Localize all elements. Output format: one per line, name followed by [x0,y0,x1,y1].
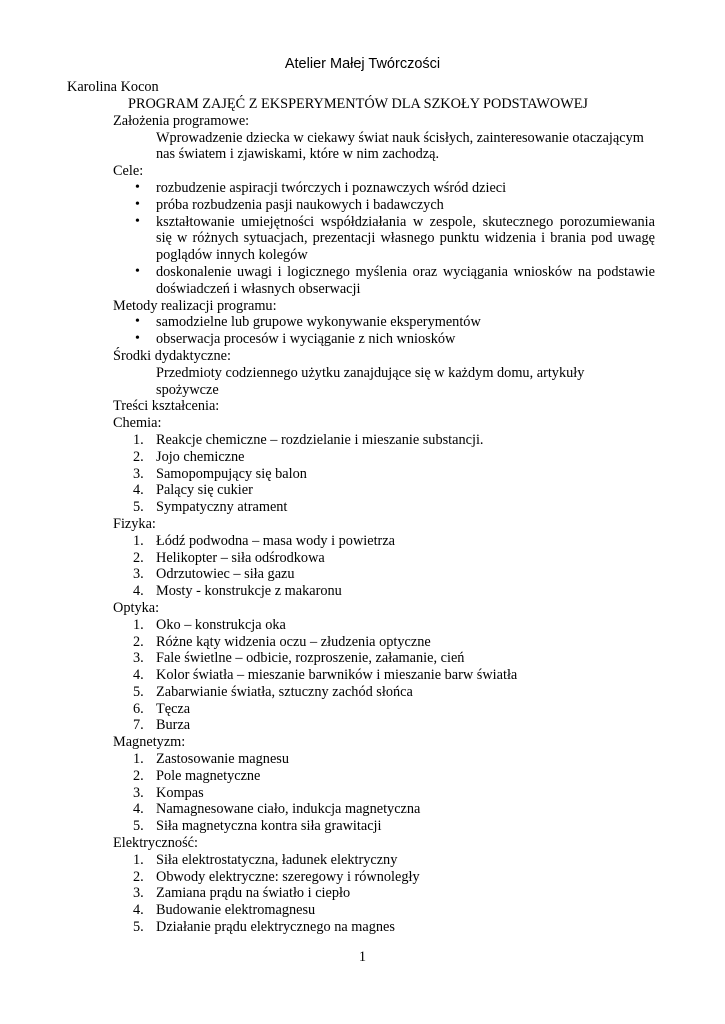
list-item: 3. Samopompujący się balon [133,465,307,482]
list-item: 4. Namagnesowane ciało, indukcja magnetyczna [133,801,421,818]
assumptions-heading: Założenia programowe: [113,112,250,129]
section-heading-optyka: Optyka: [113,599,160,616]
means-heading: Środki dydaktyczne: [113,347,231,364]
goal-item: • rozbudzenie aspiracji twórczych i poznawczych wśród dzieci [156,180,655,197]
goals-heading: Cele: [113,163,144,180]
list-item: 4. Mosty - konstrukcje z makaronu [133,583,342,600]
list-item: 2. Helikopter – siła odśrodkowa [133,549,325,566]
list-item: 2. Obwody elektryczne: szeregowy i równoległy [133,868,420,885]
list-item: 4. Kolor światła – mieszanie barwników i mieszanie barw światła [133,667,518,684]
list-item: 7. Burza [133,717,191,734]
author-name: Karolina Kocon [67,79,159,95]
list-item: 3. Zamiana prądu na światło i ciepło [133,885,351,902]
methods-list [0,314,725,348]
means-text: Przedmioty codziennego użytku zanajdujące się w każdym domu, artykuły spożywcze [156,364,585,398]
list-item: 1. Reakcje chemiczne – rozdzielanie i mieszanie substancji. [133,431,484,448]
content-heading: Treści kształcenia: [113,398,220,415]
list-item: 2. Pole magnetyczne [133,767,261,784]
goal-item: • doskonalenie uwagi i logicznego myślenia oraz wyciągania wniosków na podstawie doświadczeń i własnych obserwacji [156,264,655,298]
list-item: 1. Łódź podwodna – masa wody i powietrza [133,532,396,549]
section-list-fizyka [0,533,725,600]
list-item: 2. Różne kąty widzenia oczu – złudzenia optyczne [133,633,431,650]
method-item: • samodzielne lub grupowe wykonywanie eksperymentów [156,314,655,331]
list-item: 1. Siła elektrostatyczna, ładunek elektryczny [133,851,398,868]
method-item: • obserwacja procesów i wyciąganie z nich wniosków [156,331,655,348]
list-item: 4. Budowanie elektromagnesu [133,902,316,919]
list-item: 3. Odrzutowiec – siła gazu [133,566,295,583]
page-number: 1 [358,949,367,965]
section-heading-fizyka: Fizyka: [113,515,156,532]
list-item: 6. Tęcza [133,700,191,717]
section-heading-elektrycznosc: Elektryczność: [113,835,198,852]
document-body [0,96,725,936]
document-title: PROGRAM ZAJĘĆ Z EKSPERYMENTÓW DLA SZKOŁY PODSTAWOWEJ [128,96,588,112]
section-heading-chemia: Chemia: [113,415,162,432]
section-list-elektrycznosc [0,852,725,936]
assumptions-text: Wprowadzenie dziecka w ciekawy świat nauk ścisłych, zainteresowanie otaczającym nas światem i zjawiskami, które w nim zachodzą. [156,129,644,163]
list-item: 3. Kompas [133,784,204,801]
list-item: 2. Jojo chemiczne [133,448,245,465]
section-heading-magnetyzm: Magnetyzm: [113,734,186,751]
list-item: 1. Zastosowanie magnesu [133,751,290,768]
page-header: Atelier Małej Twórczości [284,56,441,72]
list-item: 4. Palący się cukier [133,482,253,499]
section-list-magnetyzm [0,751,725,835]
list-item: 5. Działanie prądu elektrycznego na magnes [133,919,395,936]
goal-item: • kształtowanie umiejętności współdziałania w zespole, skutecznego porozumiewania się w różnych sytuacjach, prezentacji własnego punktu widzenia i brania pod uwagę poglądów innych kolegów [156,214,655,264]
goals-list [0,180,725,298]
list-item: 5. Sympatyczny atrament [133,499,288,516]
list-item: 3. Fale świetlne – odbicie, rozproszenie, załamanie, cień [133,650,465,667]
methods-heading: Metody realizacji programu: [113,297,277,314]
section-list-optyka [0,617,725,735]
goal-item: • próba rozbudzenia pasji naukowych i badawczych [156,197,655,214]
section-list-chemia [0,432,725,516]
list-item: 1. Oko – konstrukcja oka [133,616,286,633]
list-item: 5. Siła magnetyczna kontra siła grawitacji [133,818,382,835]
list-item: 5. Zabarwianie światła, sztuczny zachód słońca [133,683,413,700]
